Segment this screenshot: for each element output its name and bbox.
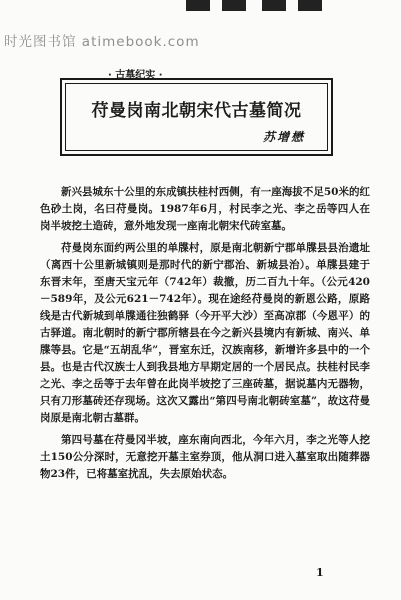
paragraph: 第四号墓在苻曼冈半坡，座东南向西北，今年六月，李之光等人挖土150公分深时，无意挖开墓主室券顶，他从洞口进入墓室取出随葬器物23件，已将墓室扰乱，失去原始状态。: [40, 434, 370, 480]
author-name: 苏增懋: [262, 130, 305, 144]
page-number: 1: [316, 566, 324, 579]
paragraph: 苻曼岗东面约两公里的单牒村，原是南北朝新宁郡单牒县县治遗址（离西十公里新城镇则是那时代的新宁郡治、新城县治）。单牒县建于东晋末年，至唐天宝元年（742年）裁撤，历二百九十年。（公元420－589年，及公元621－742年）。现在途经苻曼岗的新恩公路，原路线是古代新城到单牒通往独鹤驿（今开平大沙）至高凉郡（今恩平）的古驿道。南北朝时的新宁郡所辖县在今之新兴县境内有新城、南兴、单牒等县。它是“五胡乱华”，晋室东迁，汉族南移，新增许多县中的一个县。也是古代汉族士人到我县地方早期定居的一个居民点。扶桂村民李之光、李之岳等于去年曾在此岗半坡挖了三座砖墓，据说墓内无器物，只有刀形墓砖还存现场。这次又露出“第四号南北朝砖室墓”，故这苻曼岗原是南北朝古墓群。: [40, 242, 370, 424]
article-title: 苻曼岗南北朝宋代古墓简况: [91, 101, 302, 121]
column-label: · 古墓纪实 ·: [108, 70, 163, 81]
scan-edge-marks: [0, 0, 401, 14]
article-body: [40, 184, 370, 488]
watermark: 时光图书馆 atimebook.com: [4, 34, 200, 50]
paragraph: 新兴县城东十公里的东成镇扶桂村西侧，有一座海拔不足50米的红色砂土岗，名曰苻曼岗。1987年6月，村民李之光、李之岳等四人在岗半坡挖土造砖，意外地发现一座南北朝宋代砖室墓。: [40, 186, 370, 232]
title-frame: [60, 78, 333, 156]
